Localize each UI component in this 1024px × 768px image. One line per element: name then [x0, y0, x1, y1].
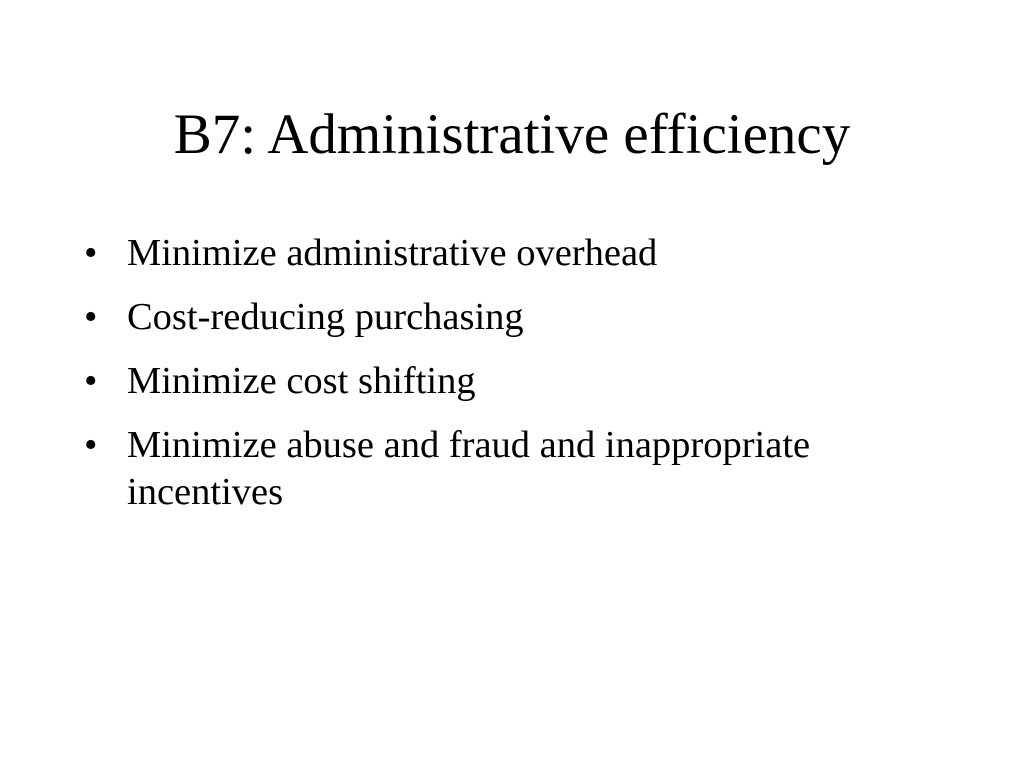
bullet-marker: •	[84, 232, 98, 274]
bullet-list	[84, 230, 964, 533]
slide-title: B7: Administrative efficiency	[173, 103, 851, 166]
bullet-marker: •	[84, 296, 98, 338]
bullet-marker: •	[84, 360, 98, 402]
bullet-text: Cost-reducing purchasing	[127, 296, 524, 338]
bullet-text: Minimize administrative overhead	[127, 232, 658, 274]
bullet-text: Minimize abuse and fraud and inappropriate incentives	[127, 424, 811, 513]
bullet-item	[84, 230, 964, 277]
bullet-item	[84, 358, 964, 405]
bullet-text: Minimize cost shifting	[127, 360, 476, 402]
bullet-item	[84, 294, 964, 341]
bullet-marker: •	[84, 424, 98, 466]
bullet-item	[84, 422, 964, 516]
